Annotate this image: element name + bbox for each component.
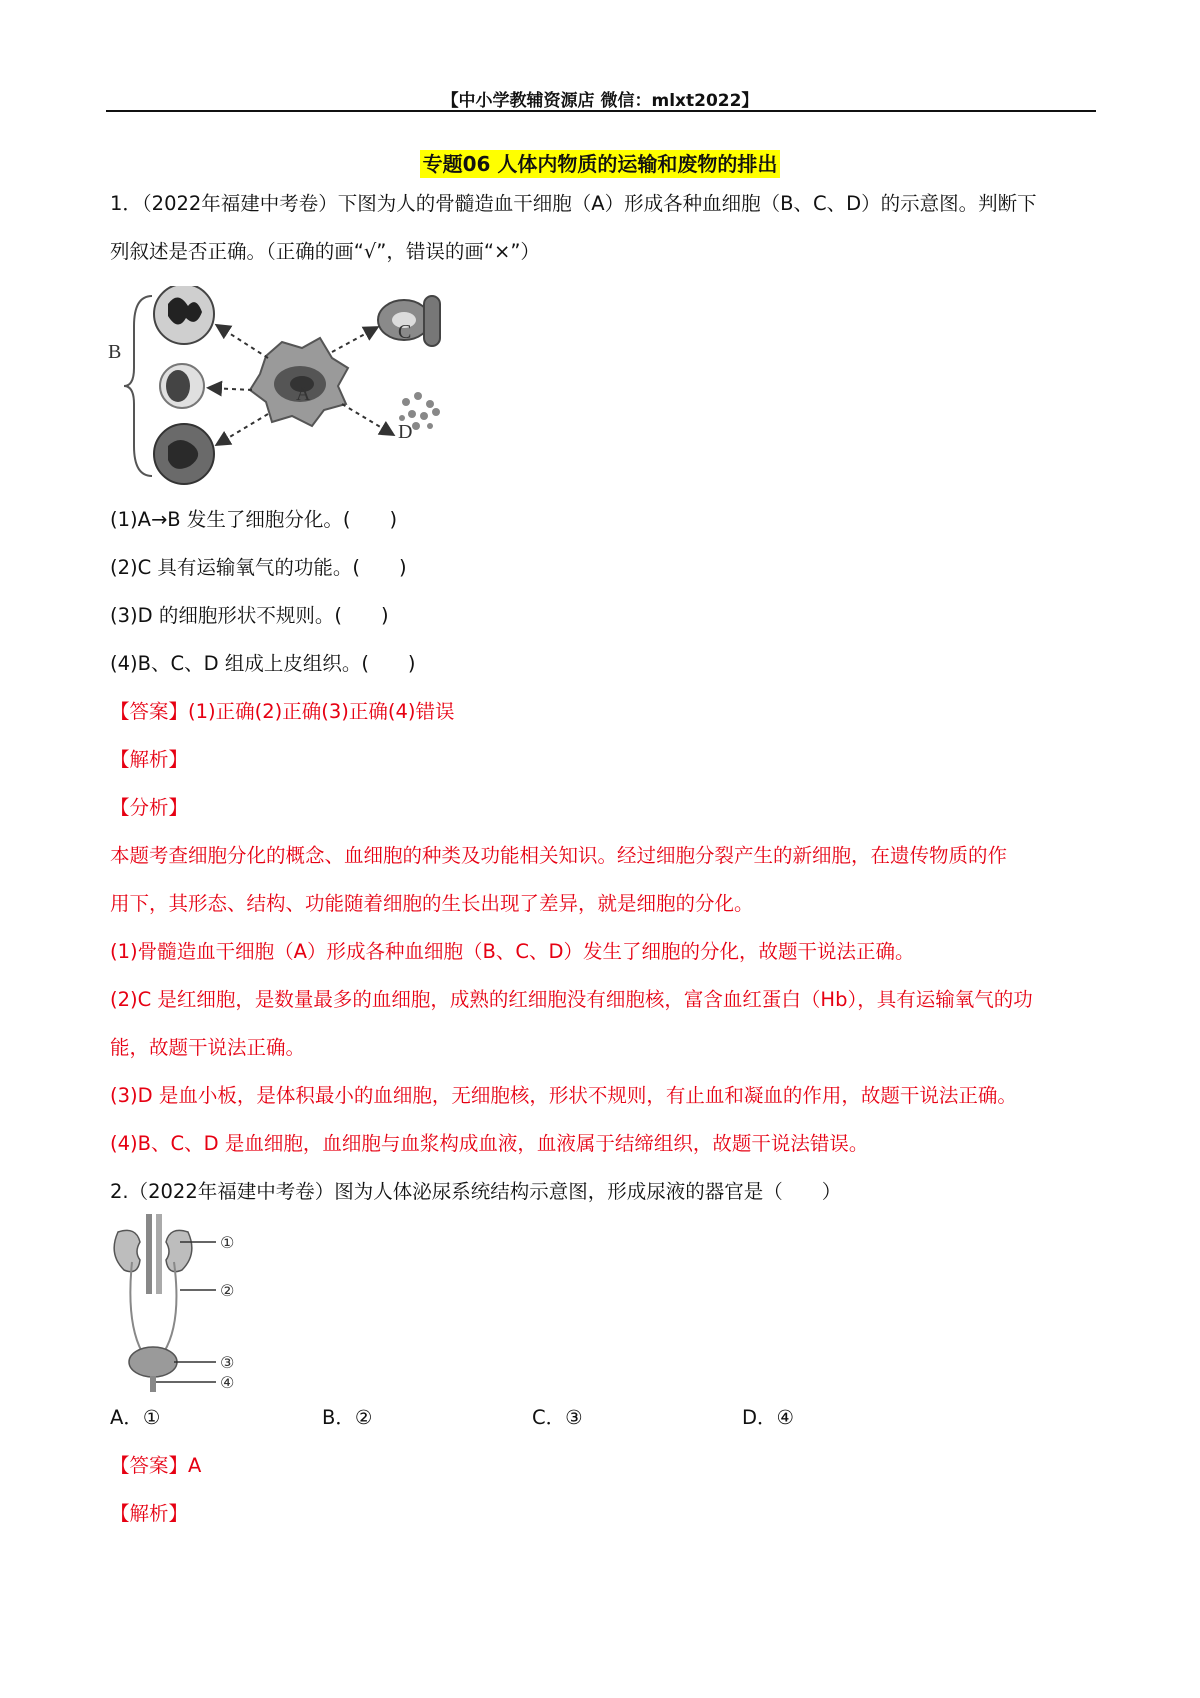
q1-analysis-line: (1)骨髓造血干细胞（A）形成各种血细胞（B、C、D）发生了细胞的分化，故题干说法正确。 xyxy=(110,940,915,963)
label-c: C xyxy=(398,321,412,343)
q1-item-3: (3)D 的细胞形状不规则。( ) xyxy=(110,604,389,627)
arrow-a-to-b1 xyxy=(218,326,268,358)
ureter-right xyxy=(164,1262,176,1352)
topic-title-text: 专题06 人体内物质的运输和废物的排出 xyxy=(420,150,781,178)
header-divider xyxy=(106,110,1096,112)
q1-item-1: (1)A→B 发生了细胞分化。( ) xyxy=(110,508,398,531)
q2-answer: 【答案】A xyxy=(110,1454,202,1477)
bladder xyxy=(129,1347,177,1377)
q2-option-b: B．② xyxy=(322,1406,373,1429)
urethra xyxy=(150,1376,156,1392)
q1-item-4: (4)B、C、D 组成上皮组织。( ) xyxy=(110,652,416,675)
arrow-a-to-b2 xyxy=(210,388,252,390)
neutrophil-cell xyxy=(154,286,214,344)
arrow-a-to-c xyxy=(332,328,376,352)
label-4: ④ xyxy=(220,1373,235,1392)
label-b: B xyxy=(108,341,122,363)
q2-option-d: D．④ xyxy=(742,1406,794,1429)
arrow-a-to-b3 xyxy=(218,414,268,444)
ureter-left xyxy=(130,1262,142,1352)
q1-item-2: (2)C 具有运输氧气的功能。( ) xyxy=(110,556,407,579)
q1-analysis-line: (3)D 是血小板，是体积最小的血细胞，无细胞核，形状不规则，有止血和凝血的作用，故题干说法正确。 xyxy=(110,1084,1017,1107)
topic-title xyxy=(0,148,1200,177)
kidney-left xyxy=(114,1230,140,1271)
kidney-right xyxy=(166,1230,192,1271)
blood-cell-differentiation-figure xyxy=(106,286,482,486)
q1-fenxi-heading: 【分析】 xyxy=(110,796,189,819)
urinary-system-figure xyxy=(108,1212,268,1394)
label-a: A xyxy=(296,383,311,405)
q1-stem-line2: 列叙述是否正确。（正确的画“√”，错误的画“×”） xyxy=(110,240,540,263)
brace-b xyxy=(124,296,152,476)
q1-analysis-line: (2)C 是红细胞，是数量最多的血细胞，成熟的红细胞没有细胞核，富含血红蛋白（Hb），具有运输氧气的功 xyxy=(110,988,1033,1011)
q2-option-a: A．① xyxy=(110,1406,161,1429)
q1-analysis-line: 本题考查细胞分化的概念、血细胞的种类及功能相关知识。经过细胞分裂产生的新细胞，在遗传物质的作 xyxy=(110,844,1008,867)
q2-stem: 2.（2022年福建中考卷）图为人体泌尿系统结构示意图，形成尿液的器官是（ ） xyxy=(110,1180,842,1203)
arrow-a-to-d xyxy=(342,404,392,434)
q1-analysis-line: (4)B、C、D 是血细胞，血细胞与血浆构成血液，血液属于结缔组织，故题干说法错误。 xyxy=(110,1132,869,1155)
q2-option-c: C．③ xyxy=(532,1406,583,1429)
label-2: ② xyxy=(220,1281,235,1300)
q2-jiexi-heading: 【解析】 xyxy=(110,1502,189,1525)
label-d: D xyxy=(398,421,413,443)
q1-analysis-line: 能，故题干说法正确。 xyxy=(110,1036,306,1059)
label-3: ③ xyxy=(220,1353,235,1372)
q1-jiexi-heading: 【解析】 xyxy=(110,748,189,771)
q1-answer: 【答案】(1)正确(2)正确(3)正确(4)错误 xyxy=(110,700,455,723)
label-1: ① xyxy=(220,1233,235,1252)
monocyte-cell xyxy=(154,424,214,484)
q1-stem-line1: 1．（2022年福建中考卷）下图为人的骨髓造血干细胞（A）形成各种血细胞（B、C、D）的示意图。判断下 xyxy=(110,192,1037,215)
q1-analysis-line: 用下，其形态、结构、功能随着细胞的生长出现了差异，就是细胞的分化。 xyxy=(110,892,754,915)
lymphocyte-cell xyxy=(160,364,204,408)
page-header: 【中小学教辅资源店 微信：mlxt2022】 xyxy=(441,91,759,111)
